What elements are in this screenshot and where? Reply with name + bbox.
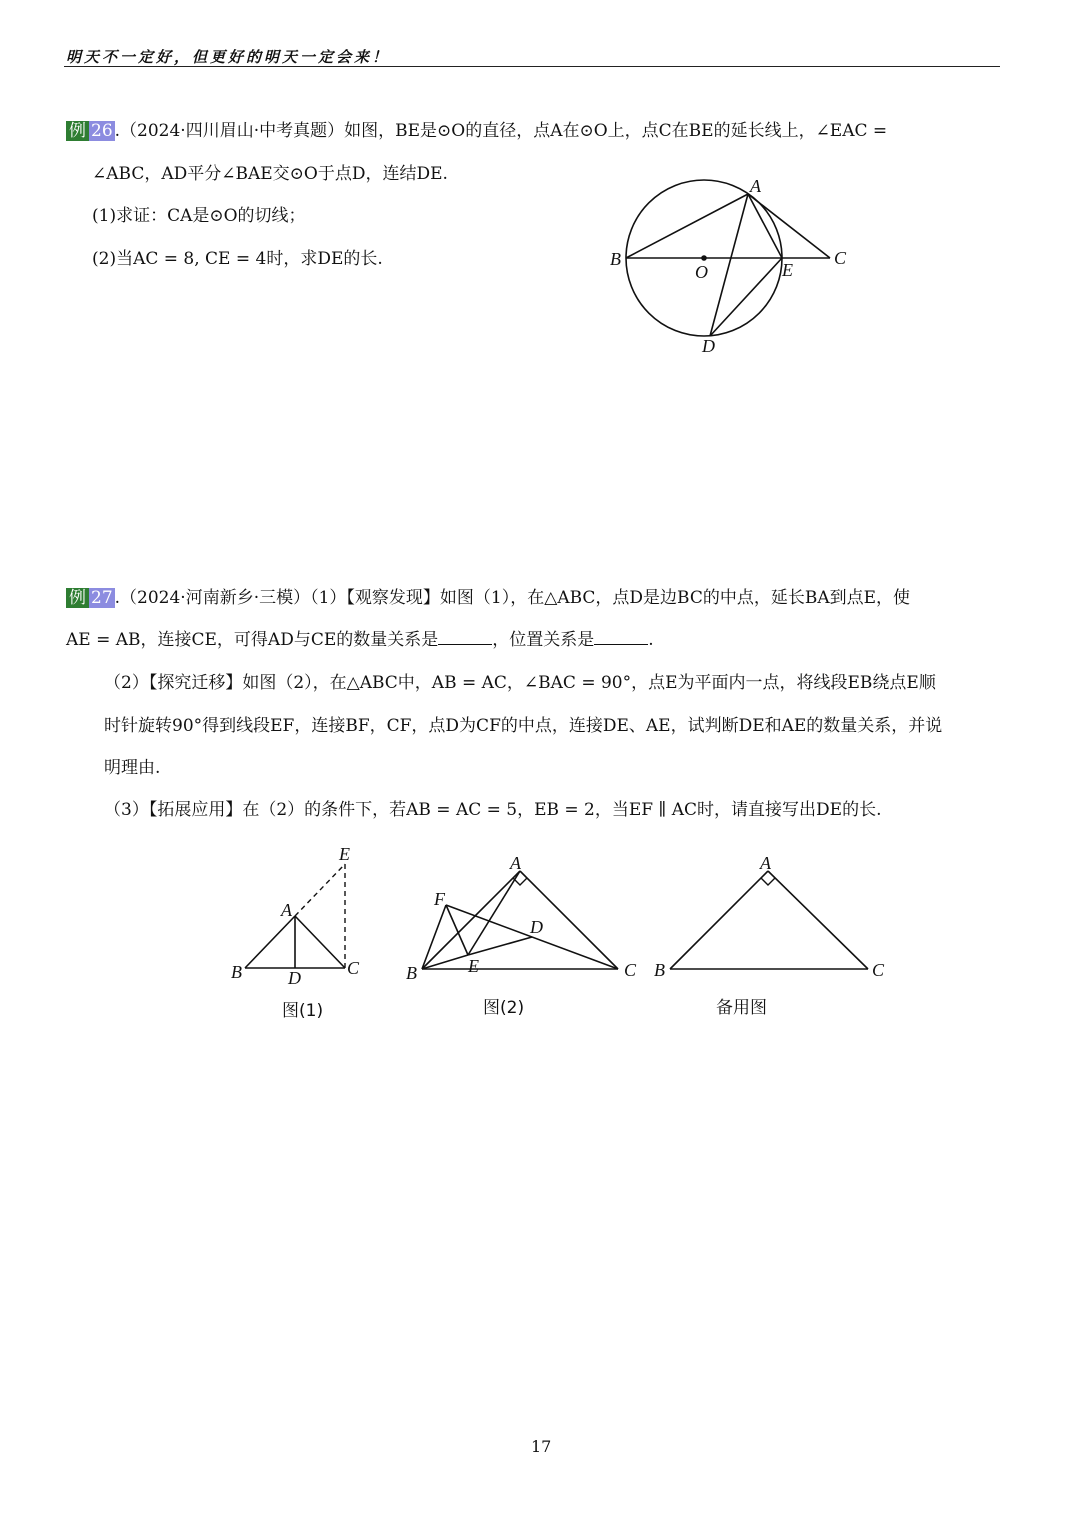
fig2-label-F: F	[434, 889, 445, 909]
fig3-caption: 备用图	[716, 998, 767, 1018]
fig2-label-B: B	[406, 963, 417, 983]
q26-center-dot	[701, 255, 707, 261]
q26-badge-num: 26	[91, 121, 113, 141]
fig2-caption: 图(2)	[483, 998, 525, 1018]
fig3-label-A: A	[760, 853, 771, 873]
fig1-line-AC	[295, 916, 345, 968]
fig1-label-D: D	[288, 968, 301, 988]
q26-figure	[600, 170, 860, 360]
header-motto: 明天不一定好，但更好的明天一定会来！	[66, 48, 391, 66]
q27-badge	[66, 586, 115, 610]
q26-label-A: A	[750, 176, 761, 196]
fig3-line-AB	[670, 871, 768, 969]
q27-badge-num: 27	[91, 588, 113, 608]
q27-part2-line2: 时针旋转90°得到线段EF，连接BF，CF，点D为CF的中点，连接DE、AE，试判断DE和AE的数量关系，并说	[104, 716, 943, 736]
q27-stem-1: .（2024·河南新乡·三模）（1）【观察发现】如图（1），在△ABC，点D是边BC的中点，延长BA到点E，使	[114, 588, 911, 608]
fig1-caption: 图(1)	[282, 1001, 324, 1021]
fig3-right-angle	[761, 878, 775, 885]
fig1-label-B: B	[231, 962, 242, 982]
q26-stem-1: .（2024·四川眉山·中考真题）如图，BE是⊙O的直径，点A在⊙O上，点C在BE的延长线上，∠EAC =	[114, 121, 888, 141]
q27-stem-2a: AE = AB，连接CE，可得AD与CE的数量关系是	[66, 630, 439, 650]
q27-figure2	[400, 850, 645, 985]
q27-stem-2b: ，位置关系是	[492, 630, 595, 650]
q27-badge-main: 例	[66, 588, 89, 608]
q26-label-B: B	[610, 249, 621, 269]
q27-blank-position[interactable]	[594, 628, 648, 645]
q27-part3: （3）【拓展应用】在（2）的条件下，若AB = AC = 5，EB = 2，当EF ∥ AC时，请直接写出DE的长.	[104, 800, 882, 820]
header-rule	[64, 66, 1000, 67]
fig3-label-C: C	[872, 960, 885, 980]
q27-part2-line3: 明理由.	[104, 758, 161, 778]
q26-part2: (2)当AC = 8, CE = 4时，求DE的长.	[92, 249, 383, 269]
fig2-label-E: E	[468, 956, 479, 976]
fig2-label-A: A	[510, 853, 521, 873]
q26-line1	[66, 119, 887, 143]
q27-part2-line1: （2）【探究迁移】如图（2），在△ABC中，AB = AC，∠BAC = 90°，点E为平面内一点，将线段EB绕点E顺	[104, 673, 936, 693]
fig1-line-AE	[295, 864, 345, 916]
q26-line-AC	[748, 194, 830, 258]
q27-figure1	[225, 840, 375, 990]
fig1-line-AB	[245, 916, 295, 968]
fig3-label-B: B	[654, 960, 665, 980]
q27-line2	[66, 628, 654, 652]
q26-label-D: D	[702, 336, 715, 356]
fig1-label-C: C	[347, 958, 360, 978]
q26-label-O: O	[695, 262, 708, 282]
fig2-label-D: D	[530, 917, 543, 937]
q26-label-C: C	[834, 248, 847, 268]
q26-line-AB	[626, 194, 748, 258]
q26-badge	[66, 119, 115, 143]
fig2-line-BF	[422, 905, 446, 969]
q27-blank-quantity[interactable]	[438, 628, 492, 645]
q26-badge-main: 例	[66, 121, 89, 141]
q27-stem-2c: .	[648, 630, 654, 650]
q26-line-AE	[748, 194, 782, 258]
page-number: 17	[531, 1437, 552, 1456]
fig1-label-A: A	[281, 900, 292, 920]
q26-part1: (1)求证：CA是⊙O的切线；	[92, 206, 306, 226]
q27-figure3	[650, 850, 895, 985]
fig2-label-C: C	[624, 960, 637, 980]
q27-line1	[66, 586, 910, 610]
q26-stem-2: ∠ABC，AD平分∠BAE交⊙O于点D，连结DE.	[92, 164, 448, 184]
fig3-line-AC	[768, 871, 868, 969]
fig1-label-E: E	[339, 844, 350, 864]
q26-label-E: E	[782, 260, 793, 280]
